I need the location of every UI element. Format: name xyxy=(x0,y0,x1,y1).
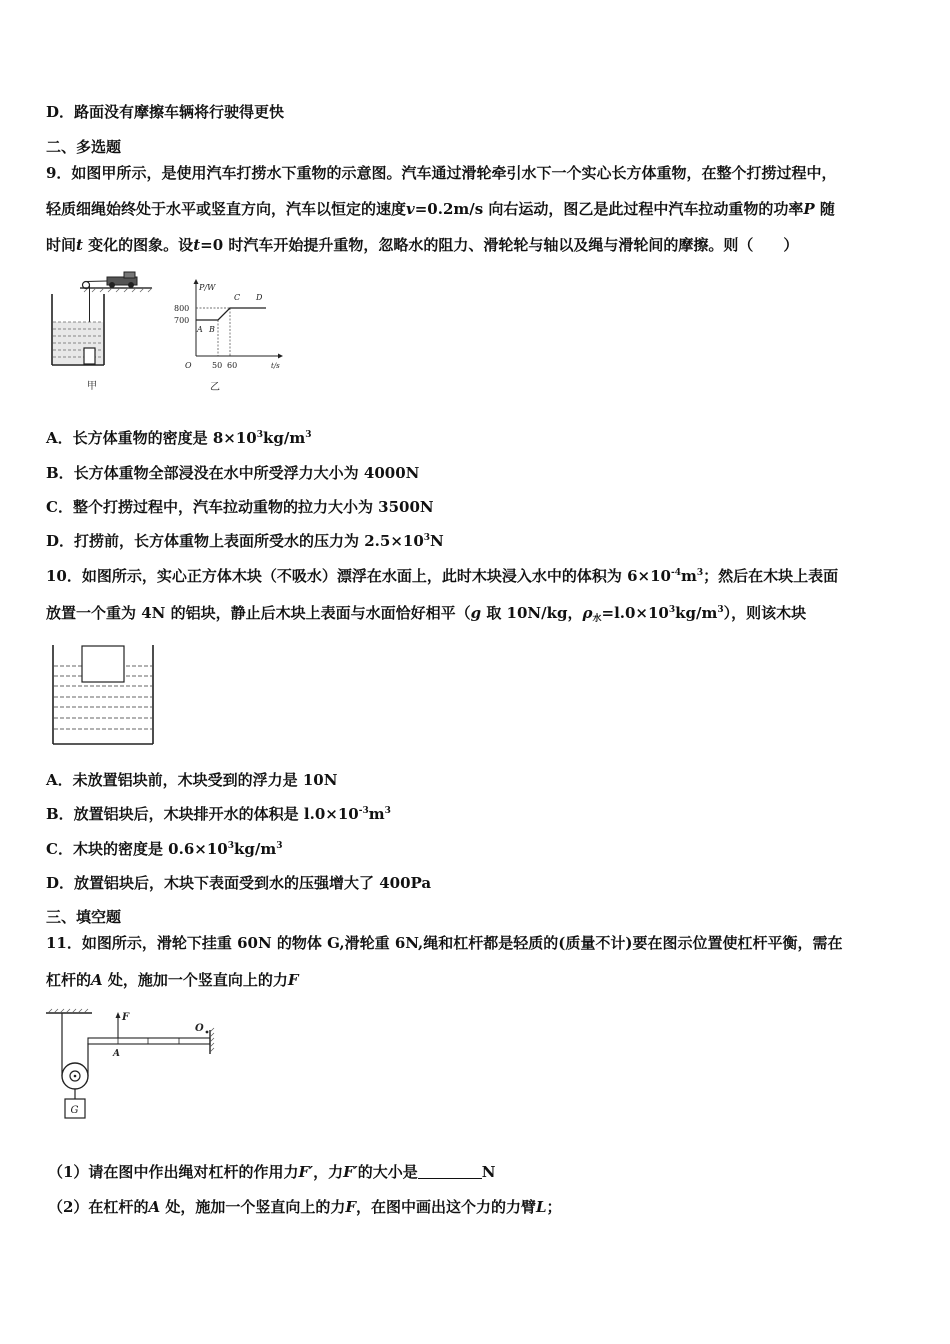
q9-stem-line3: 时间t 变化的图象。设t=0 时汽车开始提升重物，忽略水的阻力、滑轮轮与轴以及绳与滑轮间的摩擦。则（ ） xyxy=(46,236,799,254)
q11-subquestion-2: （2）在杠杆的A 处，施加一个竖直向上的力F，在图中画出这个力的力臂L； xyxy=(48,1198,562,1216)
figure-label-a: A xyxy=(113,1049,120,1059)
q9-figure-b-caption: 乙 xyxy=(210,382,220,393)
q10-stem-line1: 10．如图所示，实心正方体木块（不吸水）漂浮在水面上，此时木块浸入水中的体积为 $6\times 10^{-4}m^3$；然后在木块上表面 xyxy=(46,567,839,585)
q8-option-d: D．路面没有摩擦车辆将行驶得更快 xyxy=(46,103,285,121)
q9-figure-truck-tank xyxy=(44,270,159,395)
q9-figure-power-graph xyxy=(170,278,290,396)
q11-stem-line1: 11．如图所示，滑轮下挂重 60N 的物体 G,滑轮重 6N,绳和杠杆都是轻质的(质量不计)要在图示位置使杠杆平衡，需在 xyxy=(46,934,843,952)
graph-origin: O xyxy=(185,361,192,370)
graph-y-700: 700 xyxy=(174,316,190,325)
q10-option-d: D．放置铝块后，木块下表面受到水的压强增大了 400Pa xyxy=(46,874,432,892)
q9-option-b: B．长方体重物全部浸没在水中所受浮力大小为 4000N xyxy=(46,464,420,482)
graph-point-c: C xyxy=(234,293,241,302)
section-title-multi-choice: 二、多选题 xyxy=(46,138,122,156)
figure-label-o: O xyxy=(195,1023,204,1034)
graph-point-a: A xyxy=(197,325,203,334)
graph-y-800: 800 xyxy=(174,304,190,313)
figure-label-g: G xyxy=(70,1105,79,1116)
graph-ylabel: P/W xyxy=(199,283,216,292)
graph-x-50: 50 xyxy=(212,361,223,370)
q10-stem-line2: 放置一个重为 4N 的铝块，静止后木块上表面与水面恰好相平（g 取 10N/kg，$\rho_水=l.0\times 10^3kg/m^3$），则该木块 xyxy=(46,604,807,624)
answer-blank[interactable] xyxy=(418,1164,482,1179)
q11-figure-pulley-lever xyxy=(44,1008,224,1123)
q9-option-a: A．长方体重物的密度是 $8\times 10^3kg/m^3$ xyxy=(46,429,312,447)
q9-option-c: C．整个打捞过程中，汽车拉动重物的拉力大小为 3500N xyxy=(46,498,434,516)
q10-option-b: B．放置铝块后，木块排开水的体积是 $l.0\times 10^{-3}m^3$ xyxy=(46,805,391,823)
section-title-fill-blank: 三、填空题 xyxy=(46,908,122,926)
q10-figure-floating-block xyxy=(50,643,158,748)
q9-stem-line2: 轻质细绳始终处于水平或竖直方向，汽车以恒定的速度v=0.2m/s 向右运动，图乙是此过程中汽车拉动重物的功率P 随 xyxy=(46,200,835,218)
graph-point-b: B xyxy=(209,325,215,334)
q9-stem-line1: 9．如图甲所示，是使用汽车打捞水下重物的示意图。汽车通过滑轮牵引水下一个实心长方体重物，在整个打捞过程中， xyxy=(46,164,837,182)
graph-point-d: D xyxy=(256,293,263,302)
figure-label-f: F xyxy=(122,1012,130,1023)
graph-x-60: 60 xyxy=(227,361,238,370)
q9-option-d: D．打捞前，长方体重物上表面所受水的压力为 $2.5\times 10^3N$ xyxy=(46,532,444,550)
q11-subquestion-1: （1）请在图中作出绳对杠杆的作用力F′，力F′的大小是 N xyxy=(48,1163,496,1181)
q11-stem-line2: 杠杆的A 处，施加一个竖直向上的力F xyxy=(46,971,299,989)
q10-option-c: C．木块的密度是 $0.6\times 10^3kg/m^3$ xyxy=(46,840,283,858)
graph-xlabel: t/s xyxy=(271,362,280,370)
q10-option-a: A．未放置铝块前，木块受到的浮力是 10N xyxy=(46,771,338,789)
q9-figure-a-caption: 甲 xyxy=(87,381,97,392)
